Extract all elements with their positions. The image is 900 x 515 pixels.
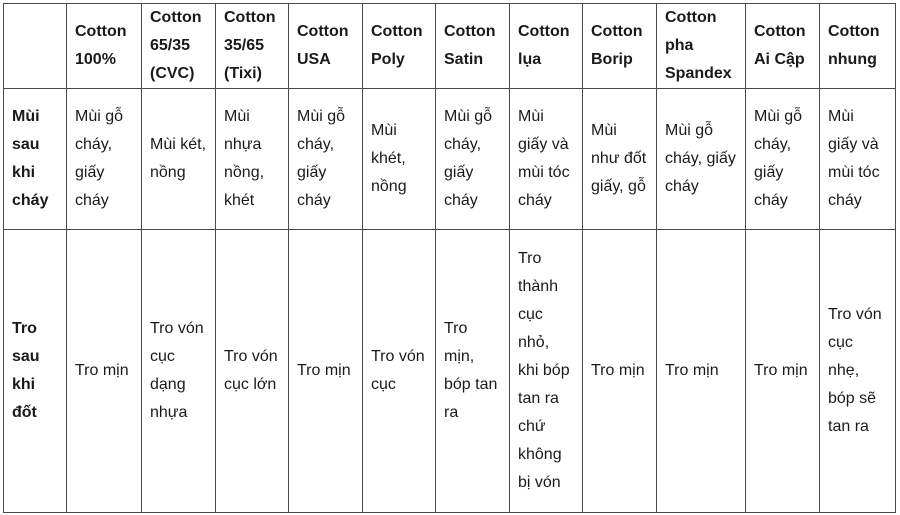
table-cell: Mùi như đốt giấy, gỗ [583,89,657,230]
column-header: Cotton 65/35 (CVC) [142,4,216,89]
column-header: Cotton 100% [67,4,142,89]
table-cell: Mùi gỗ cháy, giấy cháy [289,89,363,230]
corner-cell [4,4,67,89]
table-cell: Mùi gỗ cháy, giấy cháy [436,89,510,230]
table-cell: Mùi nhựa nồng, khét [216,89,289,230]
table-cell: Mùi két, nồng [142,89,216,230]
comparison-table [3,3,896,513]
table-cell: Tro vón cục lớn [216,230,289,513]
table-cell: Tro vón cục dạng nhựa [142,230,216,513]
table-cell: Mùi khét, nồng [363,89,436,230]
table-cell: Tro mịn, bóp tan ra [436,230,510,513]
column-header: Cotton lụa [510,4,583,89]
table-cell: Tro mịn [67,230,142,513]
column-header: Cotton 35/65 (Tixi) [216,4,289,89]
table-cell: Mùi gỗ cháy, giấy cháy [746,89,820,230]
table-cell: Mùi gỗ cháy, giấy cháy [67,89,142,230]
column-header: Cotton Borip [583,4,657,89]
table-cell: Mùi giấy và mùi tóc cháy [820,89,896,230]
header-row [4,4,896,89]
table-row-smell [4,89,896,230]
table-cell: Mùi gỗ cháy, giấy cháy [657,89,746,230]
table-row-ash [4,230,896,513]
column-header: Cotton nhung [820,4,896,89]
table-cell: Tro vón cục nhẹ, bóp sẽ tan ra [820,230,896,513]
table-cell: Tro mịn [583,230,657,513]
column-header: Cotton Satin [436,4,510,89]
column-header: Cotton Poly [363,4,436,89]
table-cell: Tro mịn [657,230,746,513]
column-header: Cotton pha Spandex [657,4,746,89]
table-cell: Tro mịn [289,230,363,513]
row-header: Mùi sau khi cháy [4,89,67,230]
column-header: Cotton USA [289,4,363,89]
table-cell: Tro thành cục nhỏ, khi bóp tan ra chứ không bị vón [510,230,583,513]
row-header: Tro sau khi đốt [4,230,67,513]
table-cell: Tro vón cục [363,230,436,513]
column-header: Cotton Ai Cập [746,4,820,89]
table-cell: Mùi giấy và mùi tóc cháy [510,89,583,230]
table-cell: Tro mịn [746,230,820,513]
